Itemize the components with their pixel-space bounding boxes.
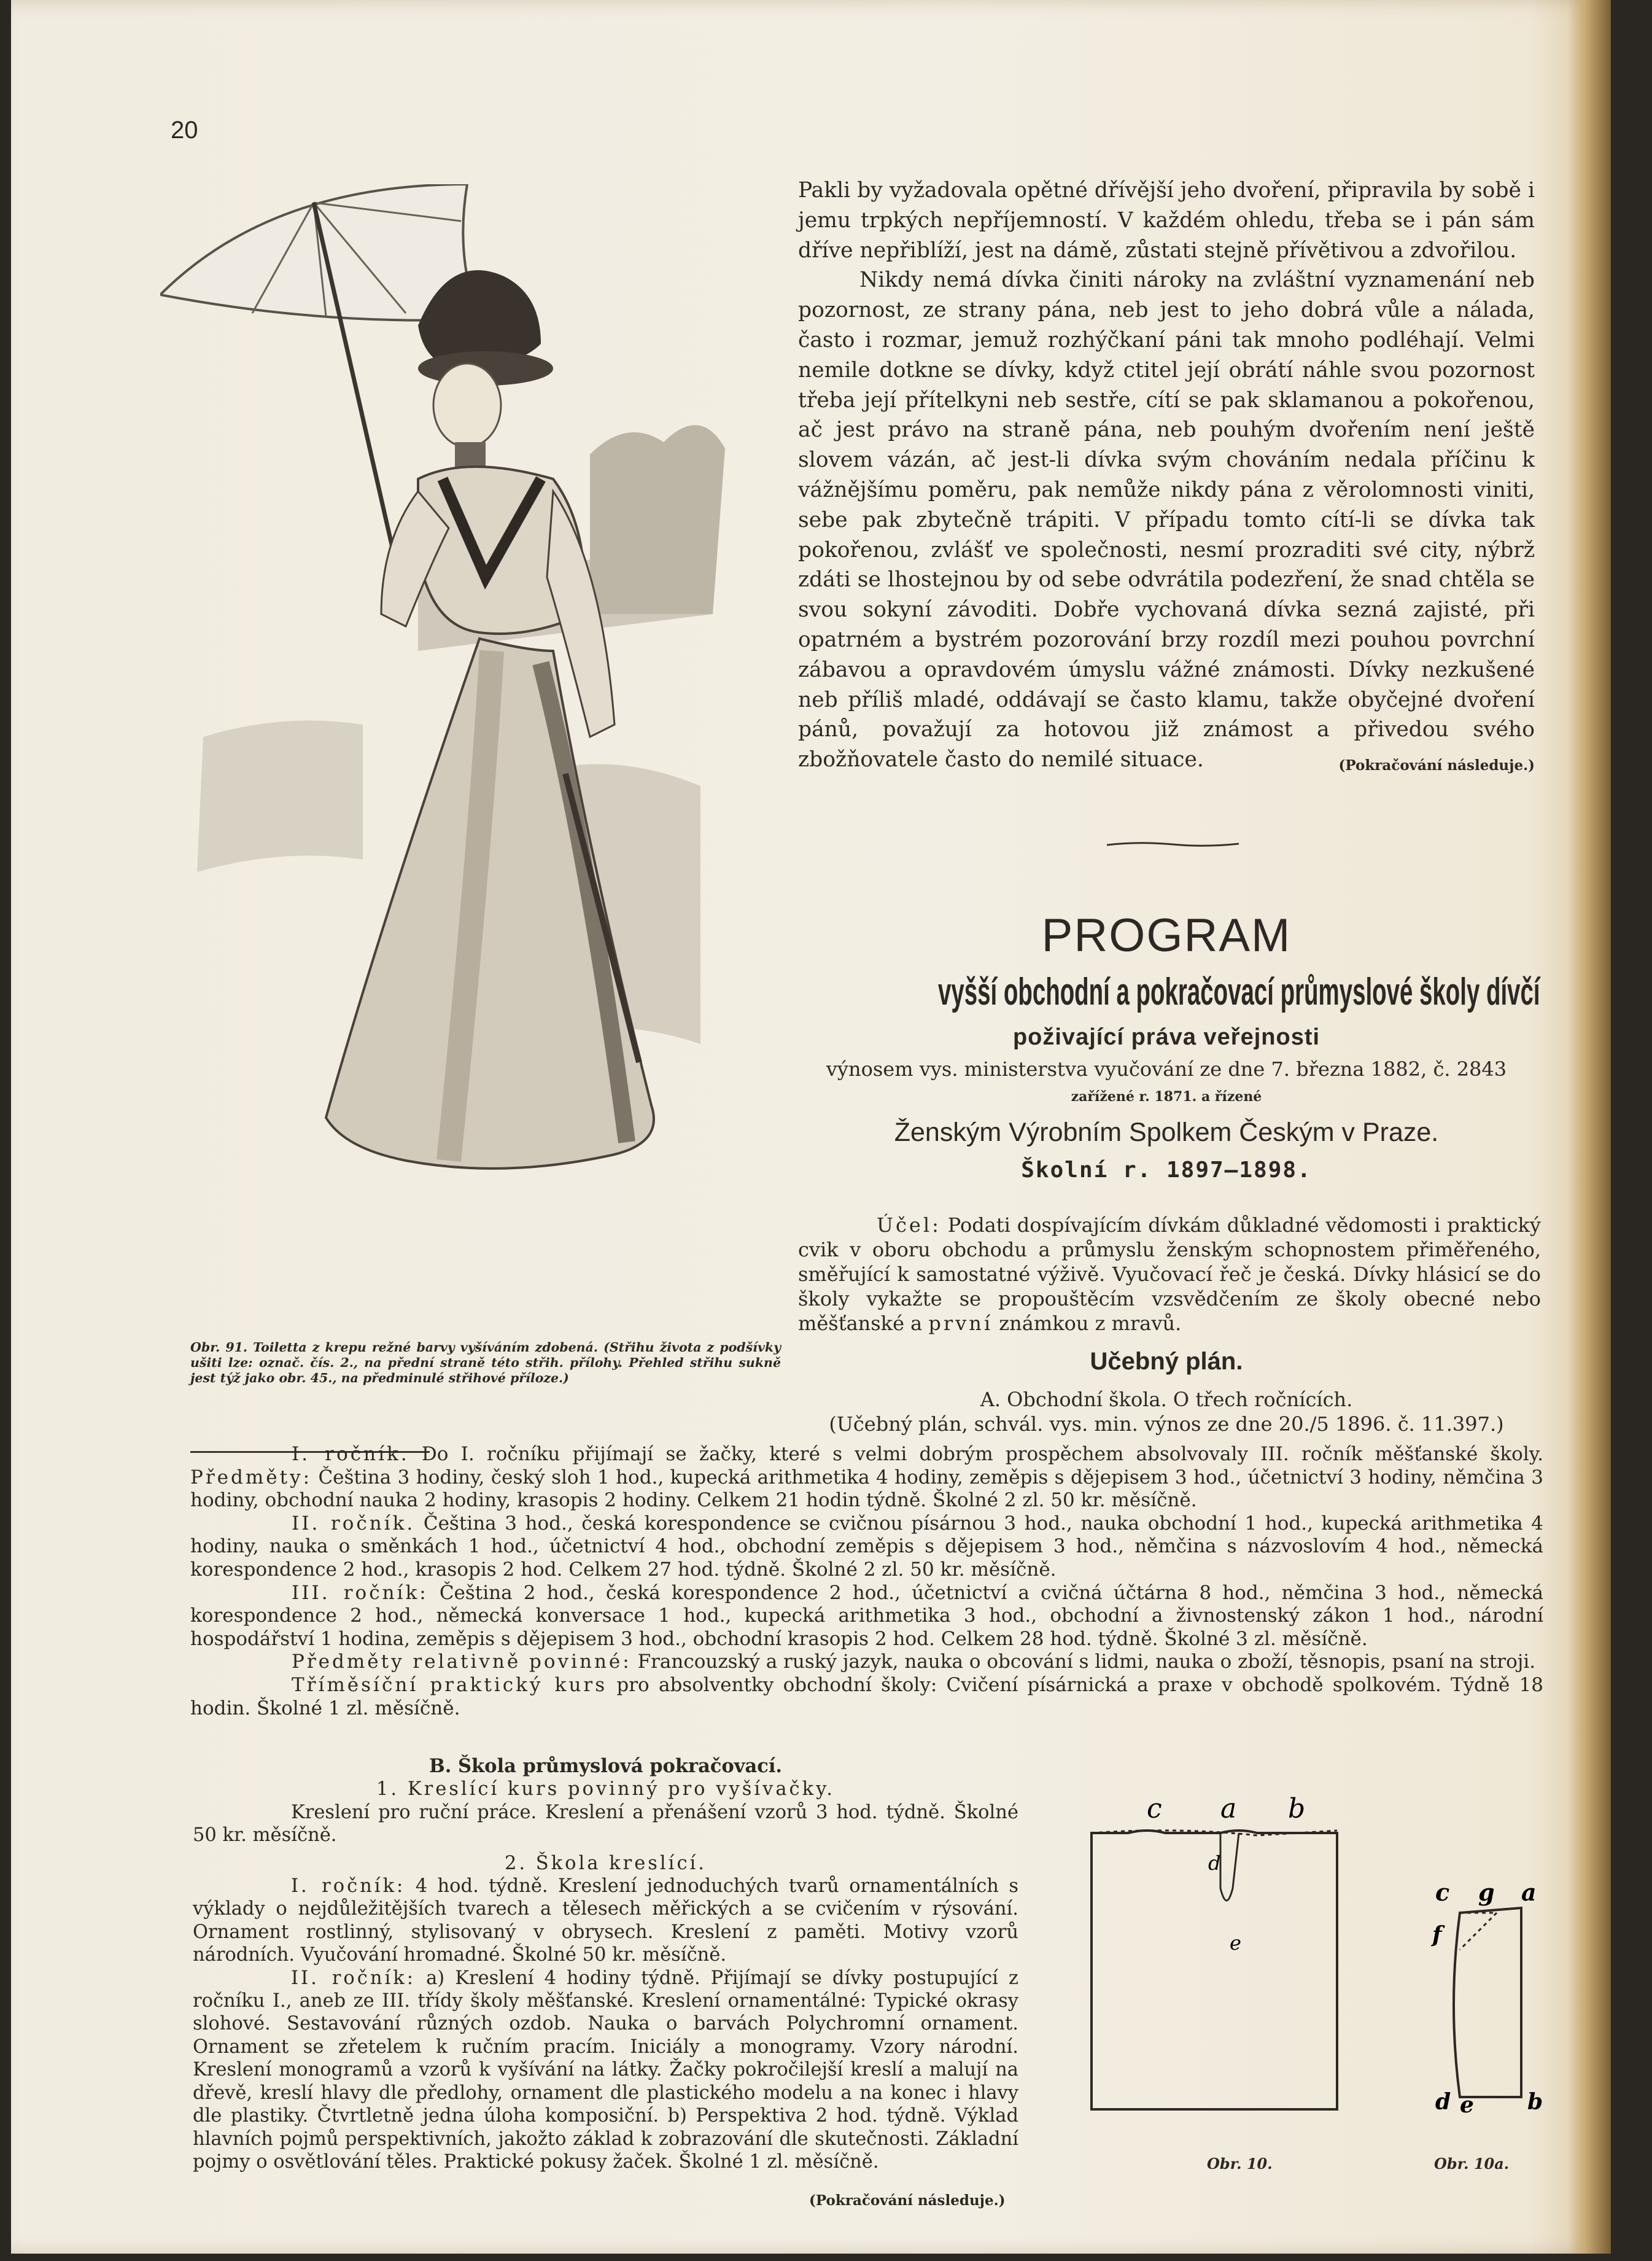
year3-text: Čeština 2 hod., česká korespondence 2 hod., účetnictví a cvičná účtárna 8 hod., němčina 3 hod., německá korespondence 2 hod., německá konversace 1 hod., kupecká arithmetika 3 hod., obchodní a živnostenský zákon 1 hod., národní hospodářství 1 hodina, zeměpis s dějepisem 3 hod., obchodní krasopis 2 hod. Celkem 28 hod. týdně. Školné 3 zl. měsíčně.	[190, 1581, 1544, 1650]
section-b-title: B. Škola průmyslová pokračovací.	[429, 1755, 783, 1777]
program-title: PROGRAM	[1041, 909, 1292, 962]
b-year1-paragraph	[193, 1875, 1018, 1967]
fig10a-caption: Obr. 10a.	[1434, 2155, 1510, 2173]
b-year1-text: 4 hod. týdně. Kreslení jednoduchých tvarů ornamentálních s výklady o nejdůležitějších tvarech a tělesech měřických a se cvičením v rýsování. Ornament rostlinný, stylisovaný v obrysech. Kreslení z paměti. Motivy vzorů národních. Vyučování hromadné. Školné 50 kr. měsíčně.	[193, 1875, 1018, 1966]
program-decree: výnosem vys. ministerstva vyučování ze dne 7. března 1882, č. 2843	[826, 1057, 1507, 1081]
fig10-label: d	[1208, 1851, 1221, 1875]
optional-label: Předměty relativně povinné:	[292, 1651, 632, 1673]
fashion-illustration	[160, 184, 774, 1290]
article-paragraph-text: Nikdy nemá dívka činiti nároky na zvláštní vyznamenání neb pozornost, ze strany pána, neb jest to jeho dobrá vůle a nálada, často i rozmar, jemuž rozhýčkaní páni tak mnoho podléhají. Velmi nemile dotkne se dívky, když ctitel její obrátí náhle svou pozornost třeba její přítelkyni neb sestře, cítí se pak sklamanou a pokořenou, ač jest právo na straně pána, neb pouhým dvořením není ještě slovem vázán, ač jest-li dívka svým chováním nedala příčinu k vážnějšímu poměru, pak nemůže nikdy pána z věrolomnosti viniti, sebe pak zbytečně trápiti. V případu tomto cítí-li se dívka tak pokořenou, zvlášť ve společnosti, nesmí prozraditi své city, nýbrž zdáti se lhostejnou by od sebe odvrátila podezření, že snad chtěla se svou sokyní závoditi. Dobře vychovaná dívka sezná zajisté, při opatrném a bystrém pozorování brzy rozdíl mezi pouhou povrchní zábavou a opravdovém úmyslu vážné známosti. Dívky nezkušené neb příliš mladé, oddávají se často klamu, takže obyčejné dvoření pánů, považují za hotovou již známost a přivedou svého zbožňovatele často do nemilé situace.	[798, 268, 1535, 772]
purpose-label: Účel:	[877, 1213, 941, 1237]
course-text: pro absolventky obchodní školy: Cvičení písárnická a praxe v obchodě spolkovém. Týdně 18 hodin. Školné 1 zl. měsíčně.	[190, 1673, 1543, 1719]
figure-10a	[1430, 1878, 1543, 2118]
year1-text: Do I. ročníku přijímají se žačky, které s velmi dobrým prospěchem absolvovaly III. ročník měšťanské školy.	[421, 1443, 1543, 1465]
fig10-label: a	[1220, 1793, 1237, 1824]
b-year2-text: a) Kreslení 4 hodiny týdně. Přijímají se dívky postupující z ročníku I., aneb ze III. třídy školy měšťanské. Kreslení ornamentálné: Typické okrasy slohové. Sestavování různých ozdob. Nauka o barvách Polychromní ornament. Ornament se zřetelem k ručním pracím. Iniciály a monogramy. Vzory národní. Kreslení monogramů a vzorů k vyšívání na látky. Žačky pokročilejší kreslí a malují na dřevě, kreslí hlavy dle předlohy, ornament dle plastického modelu a na konec i hlavy dle plastiky. Čtvrtletně jedna úloha komposiční. b) Perspektiva 2 hod. týdně. Výklad hlavních pojmů perspektivních, jakožto základ k zobrazování dle skutečnosti. Základní pojmy o osvětlování těles. Praktické pokusy žaček. Školné 1 zl. měsíčně.	[193, 1967, 1018, 2173]
program-subtitle: vyšší obchodní a pokračovací průmyslové školy dívčí	[938, 971, 1540, 1013]
program-year: Školní r. 1897—1898.	[1021, 1158, 1312, 1183]
b-year1-label: I. ročník:	[291, 1875, 406, 1897]
year2-text: Čeština 3 hod., česká korespondence se cvičnou písárnou 3 hod., nauka obchodní 1 hod., kupecká arithmetika 4 hodiny, nauka o směnkách 1 hod., účetnictví 4 hod., obchodní zeměpis s dějepisem 3 hod., němčina s názvoslovím 4 hod., německá korespondence 2 hod., krasopis 2 hod. Celkem 27 hod. týdně. Školné 2 zl. 50 kr. měsíčně.	[190, 1512, 1544, 1581]
plan-school-a-note: (Učebný plán, schvál. vys. min. výnos ze dne 20./5 1896. č. 11.397.)	[829, 1412, 1504, 1436]
article-paragraph	[798, 265, 1535, 775]
fig10-caption: Obr. 10.	[1207, 2155, 1273, 2173]
page-number: 20	[171, 117, 198, 144]
fig10a-label: a	[1521, 1878, 1537, 1906]
fig10a-label: b	[1527, 2089, 1543, 2115]
purpose-tail: známkou z mravů.	[999, 1312, 1182, 1335]
year3-paragraph	[190, 1582, 1543, 1651]
purpose-spaced: první	[928, 1312, 993, 1335]
continued-note: (Pokračování následuje.)	[1338, 757, 1535, 774]
face	[433, 364, 501, 447]
year1-subjects: Čeština 3 hodiny, český sloh 1 hod., kupecká arithmetika 4 hodiny, zeměpis s dějepisem 3 hod., účetnictví 3 hodiny, němčina 3 hodiny, obchodní nauka 2 hodiny, krasopis 2 hodiny. Celkem 21 hodin týdně. Školné 2 zl. 50 kr. měsíčně.	[190, 1466, 1543, 1512]
program-decree-note: zařížené r. 1871. a řízené	[1071, 1089, 1262, 1105]
page	[11, 0, 1611, 2254]
optional-paragraph	[190, 1651, 1543, 1674]
year2-paragraph	[190, 1512, 1543, 1582]
tree-right	[590, 425, 725, 614]
b-year2-paragraph	[193, 1967, 1018, 2174]
course-label: Tříměsíční praktický kurs	[292, 1673, 608, 1696]
section-b-continued: (Pokračování následuje.)	[809, 2192, 1006, 2209]
year1-paragraph	[190, 1443, 1543, 1512]
figure-10	[1092, 1793, 1337, 2109]
section-b2-title: 2. Škola kreslící.	[505, 1852, 707, 1874]
plan-school-a: A. Obchodní škola. O třech ročnících.	[980, 1388, 1353, 1411]
purpose-text: Podati dospívajícím dívkám důkladné vědomosti i praktický cvik v oboru obchodu a průmyslu ženským schopnostem přiměřeného, směřující k samostatné výživě. Vyučovací řeč je česká. Dívky hlásicí se do školy vykažte se propouštěcím vzsvědčením ze školy obecné nebo měšťanské a	[798, 1213, 1541, 1335]
section-b	[193, 1755, 1018, 2173]
section-b1-title: 1. Kreslící kurs povinný pro vyšívačky.	[376, 1778, 835, 1800]
section-a-body	[190, 1443, 1543, 1720]
fig10-label: e	[1230, 1931, 1241, 1955]
fig10a-label: f	[1432, 1922, 1442, 1948]
fig10a-label: g	[1478, 1878, 1495, 1906]
purpose-paragraph	[798, 1213, 1541, 1336]
figure-caption: Obr. 91. Toiletta z krepu režné barvy vyšíváním zdobená. (Střihu života z podšívky ušiti lze: označ. čís. 2., na přední straně této střih. přílohy. Přehled střihu sukně jest týž jako obr. 45., na předminulé střihové příloze.)	[190, 1340, 781, 1385]
course-paragraph	[190, 1674, 1543, 1720]
pattern-figures	[1055, 1790, 1652, 2183]
year3-label: III. ročník:	[292, 1581, 429, 1604]
fig10a-label: e	[1460, 2092, 1474, 2118]
year1-label: I. ročník.	[292, 1443, 409, 1465]
program-society: Ženským Výrobním Spolkem Českým v Praze.	[894, 1118, 1439, 1147]
bushes-left	[197, 720, 363, 872]
fig10-label: b	[1288, 1793, 1306, 1824]
fig10-label: c	[1147, 1793, 1162, 1824]
fig10a-label: c	[1435, 1878, 1450, 1906]
section-divider	[1107, 841, 1239, 847]
plan-title: Učebný plán.	[1090, 1348, 1243, 1375]
fig10a-label: d	[1435, 2089, 1451, 2115]
year2-label: II. ročník.	[292, 1512, 416, 1535]
section-b1-text: Kreslení pro ruční práce. Kreslení a přenášení vzorů 3 hod. týdně. Školné 50 kr. měsíčně.	[193, 1801, 1018, 1847]
year1-subjects-label: Předměty:	[190, 1466, 312, 1489]
article-paragraph: Pakli by vyžadovala opětné dřívější jeho dvoření, připravila by sobě i jemu trpkých nepříjemností. V každém ohledu, třeba se i pán sám dříve nepřiblíží, jest na dámě, zůstati stejně přívětivou a zdvořilou.	[798, 178, 1535, 263]
program-rights: poživající práva veřejnosti	[1012, 1024, 1320, 1050]
article-continuation	[798, 176, 1535, 781]
optional-text: Francouzský a ruský jazyk, nauka o obcování s lidmi, nauka o zboží, těsnopis, psaní na stroji.	[637, 1651, 1536, 1673]
b-year2-label: II. ročník:	[291, 1967, 416, 1989]
